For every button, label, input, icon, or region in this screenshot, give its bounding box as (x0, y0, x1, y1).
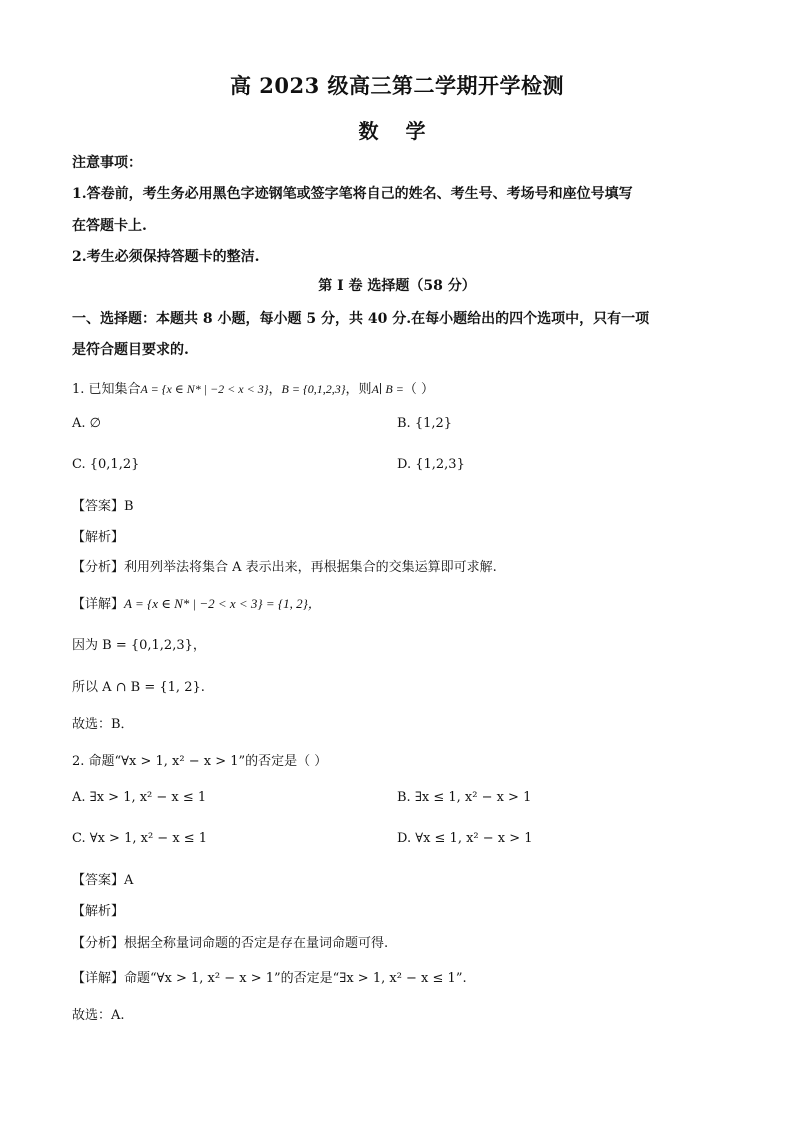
question-1-conclusion: 故选：B． (72, 717, 134, 732)
xiangjie-tag: 【详解】 (72, 597, 125, 612)
question-2-option-d: D. ∀x ≤ 1, x² − x > 1 (397, 831, 533, 846)
question-1-fenxi (72, 556, 497, 575)
question-1-step-3: 所以 A ∩ B = {1, 2}. (72, 680, 205, 695)
question-1-set-b: B = {0,1,2,3} (281, 382, 346, 396)
question-1-option-a: A. ∅ (72, 416, 101, 431)
notice-item-1-line-2: 在答题卡上. (72, 218, 147, 234)
question-1-option-d: D. {1,2,3} (397, 457, 465, 472)
xiangjie-step-1: A = {x ∈ N* | −2 < x < 3} = {1, 2}， (124, 596, 321, 611)
fenxi-tag: 【分析】 (72, 560, 125, 575)
notice-item-2: 2.考生必须保持答题卡的整洁. (72, 249, 260, 265)
question-2-analysis-tag: 【解析】 (72, 904, 125, 919)
question-1-answer (72, 495, 134, 514)
question-2-xiangjie (72, 967, 467, 986)
fenxi-text: 利用列举法将集合 A 表示出来，再根据集合的交集运算即可求解. (124, 560, 497, 575)
question-1-stem (72, 378, 434, 397)
question-2-option-b: B. ∃x ≤ 1, x² − x > 1 (397, 790, 532, 805)
question-1-step-2: 因为 B = {0,1,2,3}， (72, 638, 206, 653)
question-1-then: ，则 (345, 382, 372, 397)
question-2-answer (72, 869, 133, 888)
question-1-blank: （ ） (403, 382, 434, 397)
part-instructions-line-1: 一、选择题：本题共 8 小题，每小题 5 分，共 40 分.在每小题给出的四个选项中，只有一项 (72, 311, 650, 327)
notice-item-1-line-1: 1.答卷前，考生务必用黑色字迹钢笔或签字笔将自己的姓名、考生号、考场号和座位号填写 (72, 186, 633, 202)
xiangjie-text: 命题“∀x > 1, x² − x > 1”的否定是“∃x > 1, x² − x ≤ 1”. (124, 971, 467, 986)
question-1-option-c: C. {0,1,2} (72, 457, 140, 472)
question-1-option-b: B. {1,2} (397, 416, 453, 431)
answer-tag: 【答案】 (72, 873, 125, 888)
fenxi-tag: 【分析】 (72, 936, 125, 951)
xiangjie-tag: 【详解】 (72, 971, 125, 986)
question-2-option-a: A. ∃x > 1, x² − x ≤ 1 (72, 790, 207, 805)
question-1-sep: ， (268, 382, 282, 397)
question-1-set-a: A = {x ∈ N* | −2 < x < 3} (140, 382, 269, 396)
answer-tag: 【答案】 (72, 499, 125, 514)
notice-heading: 注意事项： (72, 155, 142, 171)
question-1-xiangjie (72, 593, 321, 612)
question-1-analysis-tag: 【解析】 (72, 530, 125, 545)
question-2-fenxi (72, 932, 388, 951)
part-instructions-line-2: 是符合题目要求的. (72, 342, 189, 358)
question-2-conclusion: 故选：A. (72, 1008, 125, 1023)
subject-title: 数 学 (358, 119, 436, 143)
answer-value: B (124, 499, 134, 514)
answer-value: A (124, 873, 134, 888)
exam-title: 高 2023 级高三第二学期开学检测 (229, 73, 565, 98)
question-2-stem: 2. 命题“∀x > 1, x² − x > 1”的否定是（ ） (72, 754, 328, 769)
section-heading: 第 I 卷 选择题（58 分） (318, 278, 476, 294)
question-1-prefix: 1. 已知集合 (72, 382, 141, 397)
question-1-ask: A∣ B = (371, 382, 404, 396)
fenxi-text: 根据全称量词命题的否定是存在量词命题可得. (124, 936, 389, 951)
question-2-option-c: C. ∀x > 1, x² − x ≤ 1 (72, 831, 208, 846)
